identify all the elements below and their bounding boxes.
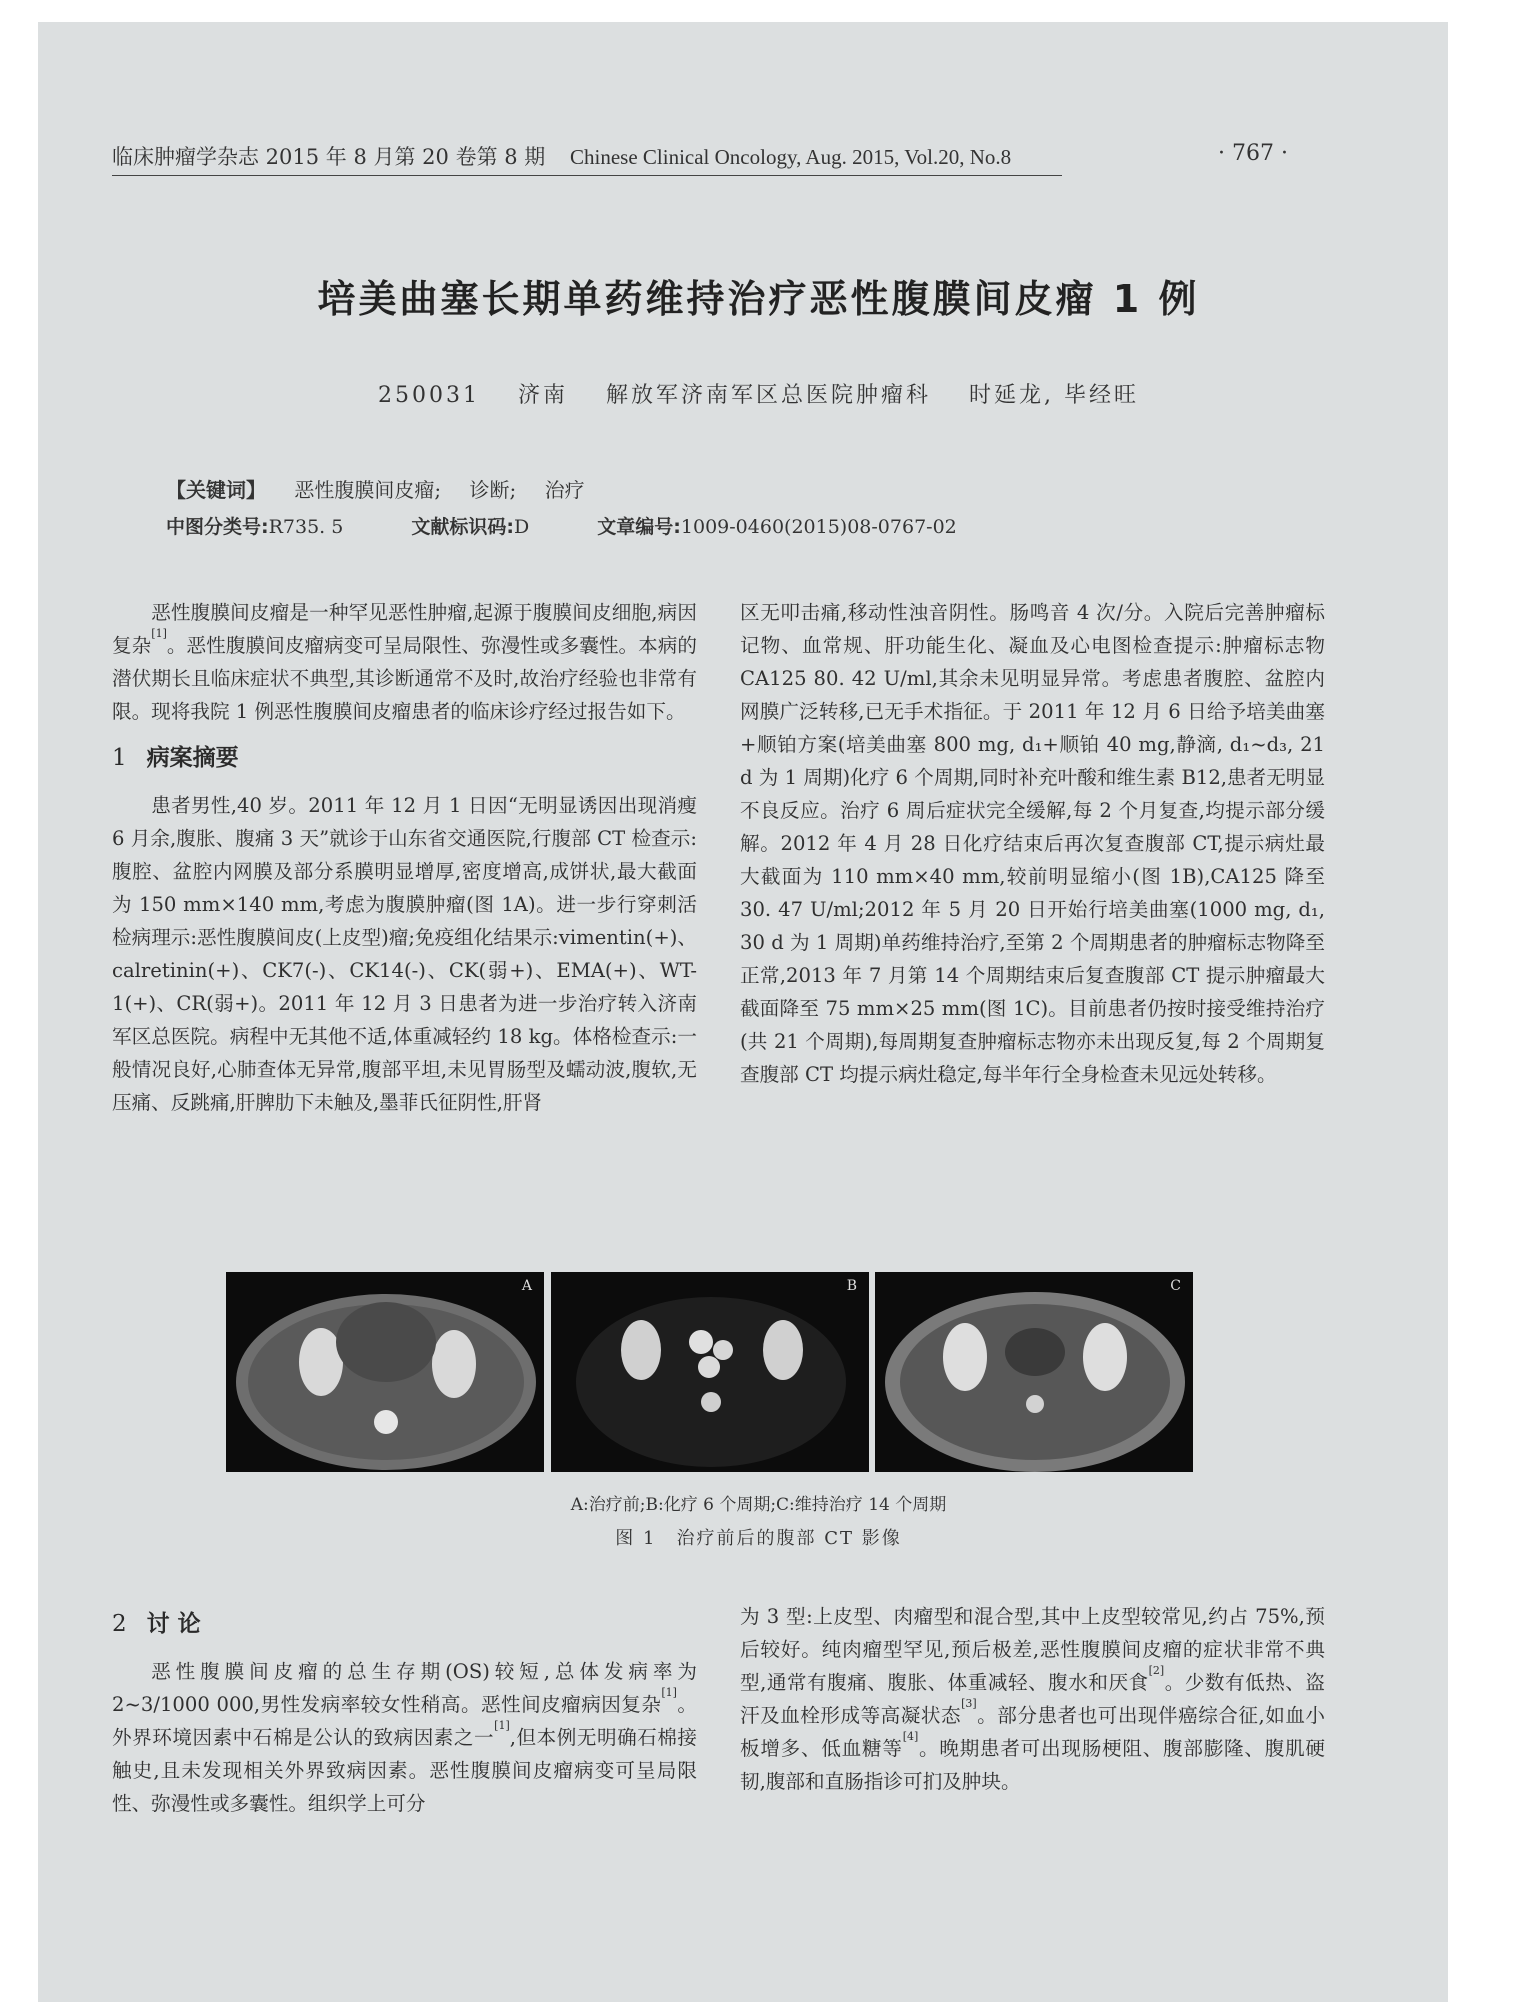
- keyword: 诊断;: [469, 478, 517, 502]
- left-column-bottom: [112, 1598, 697, 1820]
- right-column-bottom: [740, 1600, 1325, 1798]
- figure-title: 治疗前后的腹部 CT 影像: [676, 1528, 902, 1549]
- ct-image-c: [875, 1272, 1193, 1472]
- panel-label-a: A: [521, 1278, 532, 1294]
- page-number: · 767 ·: [1218, 141, 1288, 166]
- journal-name-en: Chinese Clinical Oncology, Aug. 2015, Vol.20, No.8: [569, 145, 1012, 169]
- journal-name-cn: 临床肿瘤学杂志 2015 年 8 月第 20 卷第 8 期: [112, 145, 546, 169]
- keywords: [166, 474, 585, 503]
- ct-image-b: [551, 1272, 869, 1472]
- authors: 时延龙, 毕经旺: [969, 383, 1139, 408]
- right-column-top: [740, 596, 1325, 1091]
- doc-code-value: D: [514, 516, 530, 538]
- citation[interactable]: [4]: [902, 1730, 919, 1743]
- citation[interactable]: [1]: [494, 1719, 510, 1732]
- discussion-paragraph-1: 恶性腹膜间皮瘤的总生存期(OS)较短,总体发病率为 2~3/1000 000,男性发病率较女性稍高。恶性间皮瘤病因复杂[1]。外界环境因素中石棉是公认的致病因素之一[1],但本例无明确石棉接触史,且未发现相关外界致病因素。恶性腹膜间皮瘤病变可呈局限性、弥漫性或多囊性。组织学上可分: [112, 1660, 698, 1815]
- clc-value: R735. 5: [268, 516, 344, 538]
- keywords-label: 【关键词】: [166, 478, 266, 502]
- ct-scan-graphic: [875, 1272, 1193, 1472]
- figure-label: 图 1: [615, 1528, 657, 1549]
- section-heading-1: 1 病案摘要: [112, 745, 239, 771]
- article-metadata: [166, 512, 957, 539]
- panel-label-c: C: [1170, 1278, 1181, 1294]
- left-column-top: [112, 596, 697, 1119]
- article-no-label: 文章编号:: [597, 516, 681, 538]
- citation[interactable]: [2]: [1148, 1664, 1165, 1677]
- case-paragraph-2: 区无叩击痛,移动性浊音阴性。肠鸣音 4 次/分。入院后完善肿瘤标记物、血常规、肝功能生化、凝血及心电图检查提示:肿瘤标志物 CA125 80. 42 U/ml,其余未见明显异常。考虑患者腹腔、盆腔内网膜广泛转移,已无手术指征。于 2011 年 12 月 6 日给予培美曲塞+顺铂方案(培美曲塞 800 mg, d₁+顺铂 40 mg,静滴, d₁~d₃, 21 d 为 1 周期)化疗 6 个周期,同时补充叶酸和维生素 B12,患者无明显不良反应。治疗 6 周后症状完全缓解,每 2 个月复查,均提示部分缓解。2012 年 4 月 28 日化疗结束后再次复查腹部 CT,提示病灶最大截面为 110 mm×40 mm,较前明显缩小(图 1B),CA125 降至 30. 47 U/ml;2012 年 5 月 20 日开始行培美曲塞(1000 mg, d₁, 30 d 为 1 周期)单药维持治疗,至第 2 个周期患者的肿瘤标志物降至正常,2013 年 7 月第 14 个周期结束后复查腹部 CT 提示肿瘤最大截面降至 75 mm×25 mm(图 1C)。目前患者仍按时接受维持治疗(共 21 个周期),每周期复查肿瘤标志物亦未出现反复,每 2 个周期复查腹部 CT 均提示病灶稳定,每半年行全身检查未见远处转移。: [740, 601, 1325, 1086]
- running-head: [112, 141, 1062, 176]
- institution: 解放军济南军区总医院肿瘤科: [605, 383, 931, 408]
- figure-caption: [0, 1524, 1517, 1550]
- section-heading-2: 2 讨 论: [112, 1611, 201, 1637]
- doc-code-label: 文献标识码:: [411, 516, 515, 538]
- citation[interactable]: [1]: [151, 627, 167, 640]
- citation[interactable]: [3]: [961, 1697, 977, 1710]
- author-line: [0, 378, 1517, 409]
- postcode: 250031: [377, 383, 480, 408]
- panel-label-b: B: [846, 1278, 857, 1294]
- figure-subcaption: A:治疗前;B:化疗 6 个周期;C:维持治疗 14 个周期: [570, 1495, 947, 1515]
- discussion-paragraph-2: 为 3 型:上皮型、肉瘤型和混合型,其中上皮型较常见,约占 75%,预后较好。纯肉瘤型罕见,预后极差,恶性腹膜间皮瘤的症状非常不典型,通常有腹痛、腹胀、体重减轻、腹水和厌食[2]。少数有低热、盗汗及血栓形成等高凝状态[3]。部分患者也可出现伴癌综合征,如血小板增多、低血糖等[4]。晚期患者可出现肠梗阻、腹部膨隆、腹肌硬韧,腹部和直肠指诊可扪及肿块。: [740, 1605, 1326, 1793]
- city: 济南: [517, 383, 568, 408]
- case-paragraph-1: 患者男性,40 岁。2011 年 12 月 1 日因“无明显诱因出现消瘦 6 月余,腹胀、腹痛 3 天”就诊于山东省交通医院,行腹部 CT 检查示:腹腔、盆腔内网膜及部分系膜明显增厚,密度增高,成饼状,最大截面为 150 mm×140 mm,考虑为腹膜肿瘤(图 1A)。进一步行穿刺活检病理示:恶性腹膜间皮(上皮型)瘤;免疫组化结果示:vimentin(+)、calretinin(+)、CK7(-)、CK14(-)、CK(弱+)、EMA(+)、WT-1(+)、CR(弱+)。2011 年 12 月 3 日患者为进一步治疗转入济南军区总医院。病程中无其他不适,体重减轻约 18 kg。体格检查示:一般情况良好,心肺查体无异常,腹部平坦,未见胃肠型及蠕动波,腹软,无压痛、反跳痛,肝脾肋下未触及,墨菲氏征阴性,肝肾: [112, 794, 697, 1114]
- intro-paragraph: 恶性腹膜间皮瘤是一种罕见恶性肿瘤,起源于腹膜间皮细胞,病因复杂[1]。恶性腹膜间皮瘤病变可呈局限性、弥漫性或多囊性。本病的潜伏期长且临床症状不典型,其诊断通常不及时,故治疗经验也非常有限。现将我院 1 例恶性腹膜间皮瘤患者的临床诊疗经过报告如下。: [112, 601, 698, 723]
- citation[interactable]: [1]: [661, 1686, 677, 1699]
- clc-label: 中图分类号:: [166, 516, 269, 538]
- article-no-value: 1009-0460(2015)08-0767-02: [680, 516, 957, 538]
- article-title: 培美曲塞长期单药维持治疗恶性腹膜间皮瘤 1 例: [317, 277, 1200, 321]
- keyword: 治疗: [544, 478, 585, 502]
- ct-scan-graphic: [226, 1272, 544, 1472]
- ct-image-a: [226, 1272, 544, 1472]
- ct-scan-graphic: [551, 1272, 869, 1472]
- keyword: 恶性腹膜间皮瘤;: [294, 478, 442, 502]
